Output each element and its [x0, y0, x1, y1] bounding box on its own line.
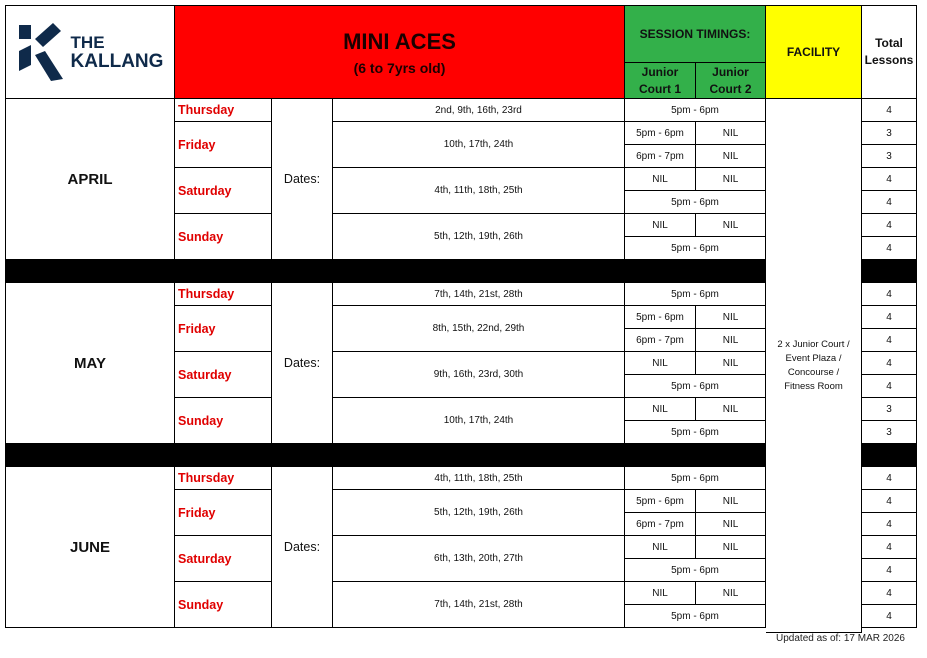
total-lessons-value: 4 [862, 168, 917, 191]
facility-cell [766, 99, 862, 633]
court-1-time: 6pm - 7pm [625, 329, 696, 352]
total-lessons-value: 4 [862, 559, 917, 582]
total-lessons-value: 4 [862, 329, 917, 352]
day-label: Thursday [175, 99, 272, 122]
total-lessons-value: 4 [862, 605, 917, 628]
dates-value: 4th, 11th, 18th, 25th [333, 467, 625, 490]
court-1-time: 6pm - 7pm [625, 145, 696, 168]
day-label: Friday [175, 122, 272, 168]
total-lessons-value: 4 [862, 513, 917, 536]
day-label: Friday [175, 306, 272, 352]
program-title-cell [175, 5, 625, 99]
court-2-time: NIL [696, 214, 766, 237]
dates-value: 5th, 12th, 19th, 26th [333, 490, 625, 536]
session-timings-header: SESSION TIMINGS: [625, 5, 766, 63]
court-1-time: NIL [625, 214, 696, 237]
court-2-header: Junior Court 2 [696, 63, 766, 99]
dates-label: Dates: [272, 283, 333, 444]
session-time-merged: 5pm - 6pm [625, 559, 766, 582]
dates-value: 5th, 12th, 19th, 26th [333, 214, 625, 260]
day-label: Saturday [175, 168, 272, 214]
day-label: Thursday [175, 283, 272, 306]
total-lessons-value: 4 [862, 237, 917, 260]
dates-value: 7th, 14th, 21st, 28th [333, 283, 625, 306]
month-label: JUNE [5, 467, 175, 628]
session-time-merged: 5pm - 6pm [625, 237, 766, 260]
dates-value: 10th, 17th, 24th [333, 398, 625, 444]
court-2-time: NIL [696, 306, 766, 329]
court-1-time: NIL [625, 398, 696, 421]
total-lessons-value: 4 [862, 352, 917, 375]
brand-line-2: KALLANG [70, 51, 164, 72]
court-2-time: NIL [696, 168, 766, 191]
session-time-merged: 5pm - 6pm [625, 191, 766, 214]
court-2-time: NIL [696, 490, 766, 513]
day-label: Sunday [175, 582, 272, 628]
facility-value: 2 x Junior Court / Event Plaza / Concourse / Fitness Room [777, 338, 850, 392]
court-2-time: NIL [696, 513, 766, 536]
day-label: Thursday [175, 467, 272, 490]
facility-header: FACILITY [766, 5, 862, 99]
total-lessons-value: 4 [862, 214, 917, 237]
dates-value: 4th, 11th, 18th, 25th [333, 168, 625, 214]
total-lessons-value: 4 [862, 99, 917, 122]
total-lessons-value: 3 [862, 145, 917, 168]
month-separator [5, 444, 766, 467]
total-lessons-value: 3 [862, 421, 917, 444]
total-lessons-value: 4 [862, 490, 917, 513]
session-time-merged: 5pm - 6pm [625, 375, 766, 398]
month-separator-total [862, 260, 917, 283]
dates-value: 6th, 13th, 20th, 27th [333, 536, 625, 582]
court-1-time: NIL [625, 582, 696, 605]
court-2-time: NIL [696, 352, 766, 375]
brand-line-1: THE [70, 33, 105, 52]
month-label: MAY [5, 283, 175, 444]
program-subtitle: (6 to 7yrs old) [353, 59, 446, 76]
court-1-time: 5pm - 6pm [625, 122, 696, 145]
month-label: APRIL [5, 99, 175, 260]
day-label: Sunday [175, 398, 272, 444]
session-time-merged: 5pm - 6pm [625, 99, 766, 122]
dates-value: 10th, 17th, 24th [333, 122, 625, 168]
court-1-time: NIL [625, 536, 696, 559]
court-1-time: 6pm - 7pm [625, 513, 696, 536]
dates-label: Dates: [272, 467, 333, 628]
brand-logo-cell [5, 5, 175, 99]
day-label: Saturday [175, 536, 272, 582]
total-lessons-value: 4 [862, 191, 917, 214]
total-lessons-value: 4 [862, 283, 917, 306]
court-1-time: 5pm - 6pm [625, 490, 696, 513]
dates-value: 7th, 14th, 21st, 28th [333, 582, 625, 628]
program-title: MINI ACES [343, 28, 456, 54]
day-label: Sunday [175, 214, 272, 260]
court-1-header: Junior Court 1 [625, 63, 696, 99]
session-time-merged: 5pm - 6pm [625, 467, 766, 490]
total-lessons-value: 3 [862, 398, 917, 421]
dates-label: Dates: [272, 99, 333, 260]
dates-value: 8th, 15th, 22nd, 29th [333, 306, 625, 352]
dates-value: 9th, 16th, 23rd, 30th [333, 352, 625, 398]
total-lessons-header: Total Lessons [862, 5, 917, 99]
day-label: Saturday [175, 352, 272, 398]
court-2-time: NIL [696, 329, 766, 352]
court-2-time: NIL [696, 145, 766, 168]
day-label: Friday [175, 490, 272, 536]
session-time-merged: 5pm - 6pm [625, 605, 766, 628]
total-lessons-value: 3 [862, 122, 917, 145]
court-2-time: NIL [696, 582, 766, 605]
total-lessons-value: 4 [862, 375, 917, 398]
total-lessons-value: 4 [862, 467, 917, 490]
court-1-time: NIL [625, 352, 696, 375]
updated-footer: Updated as of: 17 MAR 2026 [776, 633, 905, 644]
total-lessons-value: 4 [862, 306, 917, 329]
court-2-time: NIL [696, 122, 766, 145]
total-lessons-value: 4 [862, 536, 917, 559]
court-2-time: NIL [696, 536, 766, 559]
court-1-time: 5pm - 6pm [625, 306, 696, 329]
session-time-merged: 5pm - 6pm [625, 283, 766, 306]
total-lessons-value: 4 [862, 582, 917, 605]
kallang-logo-icon [17, 21, 65, 83]
court-2-time: NIL [696, 398, 766, 421]
dates-value: 2nd, 9th, 16th, 23rd [333, 99, 625, 122]
court-1-time: NIL [625, 168, 696, 191]
month-separator [5, 260, 766, 283]
session-time-merged: 5pm - 6pm [625, 421, 766, 444]
month-separator-total [862, 444, 917, 467]
